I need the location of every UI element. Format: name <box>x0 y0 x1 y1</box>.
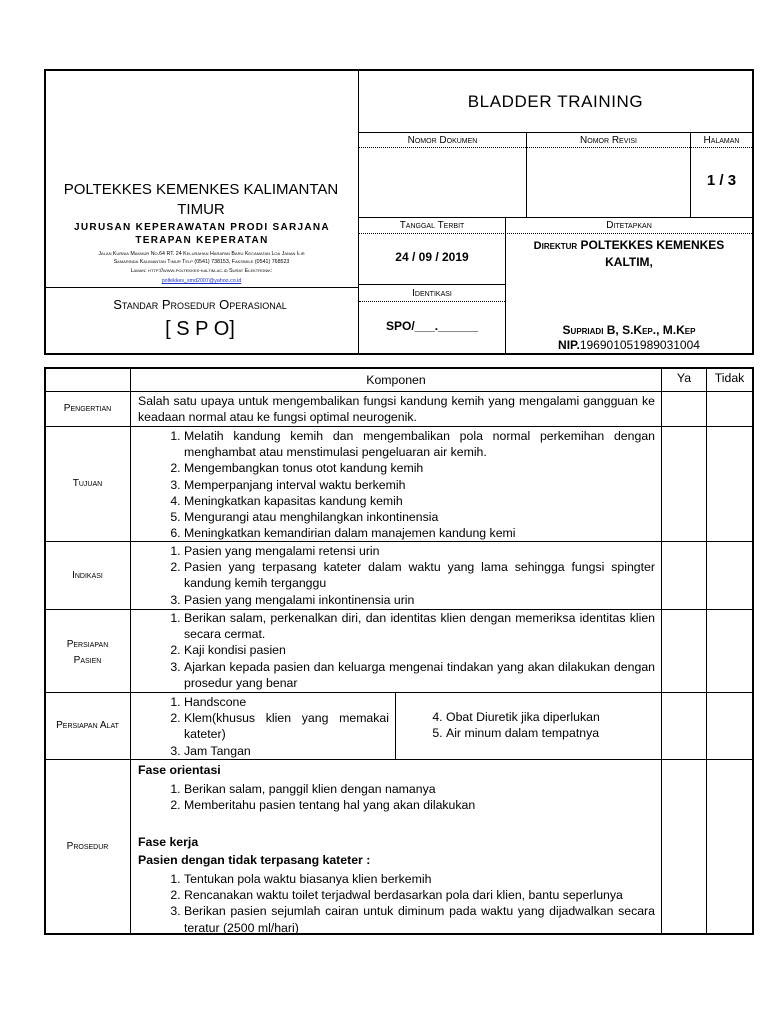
department-name: JURUSAN KEPERAWATAN PRODI SARJANA TERAPAN KEPERATAN <box>74 222 330 246</box>
list-item: 2. Pasien yang terpasang kateter dalam waktu yang lama sehingga fungsi spingter kandung kemih terganggu <box>184 559 655 591</box>
pengertian-text: Salah satu upaya untuk mengembalikan fungsi kandung kemih yang mengalami gangguan ke keadaan normal atau ke fungsi optimal neurogenik. <box>138 394 655 425</box>
alat-left-list-container <box>138 694 389 759</box>
col-komponen-header: Komponen <box>366 373 426 387</box>
row-label-prosedur: Prosedur <box>66 841 109 852</box>
direktur-block <box>506 237 752 270</box>
signatory-name: Supriadi B, S.Kep., M.Kep <box>562 323 696 337</box>
col-ya-header: Ya <box>676 371 692 385</box>
direktur-prefix: Direktur <box>533 240 578 252</box>
list-item: 4. Meningkatkan kapasitas kandung kemih <box>184 493 655 509</box>
persiapan-pasien-label-line-1: Persiapan <box>66 639 109 650</box>
alat-right-list-container <box>400 709 655 741</box>
fase-kerja-list <box>138 871 655 936</box>
persiapan-pasien-list <box>138 610 655 691</box>
indikasi-list <box>138 543 655 608</box>
list-item: 2. Mengembangkan tonus otot kandung kemih <box>184 460 655 476</box>
prosedur-content <box>138 762 655 936</box>
col-tidak-header: Tidak <box>714 371 745 385</box>
identikasi-label: Identikasi <box>412 288 452 299</box>
list-item: 4. Obat Diuretik jika diperlukan <box>446 709 655 725</box>
email-link[interactable]: poltekkes_smd2007@yahoo.co.id <box>161 278 242 284</box>
list-item: 1. Handscone <box>184 694 389 710</box>
tujuan-list-container <box>138 428 655 541</box>
nomor-dokumen-label: Nomor Dokumen <box>407 135 478 146</box>
list-item: 2. Rencanakan waktu toilet terjadwal berdasarkan pola dari klien, bantu seperlunya <box>184 887 655 903</box>
list-item: 3. Memperpanjang interval waktu berkemih <box>184 477 655 493</box>
direktur-line-1: POLTEKKES KEMENKES <box>580 238 725 252</box>
row-label-tujuan: Tujuan <box>72 478 103 489</box>
list-item: 1. Melatih kandung kemih dan mengembalikan pola normal perkemihan dengan menghambat atau menstimulasi pengeluaran air kemih. <box>184 428 655 460</box>
nip-value: 196901051989031004 <box>579 338 700 352</box>
institution-name: POLTEKKES KEMENKES KALIMANTAN TIMUR <box>63 181 339 218</box>
list-item: 1. Berikan salam, perkenalkan diri, dan identitas klien dengan memeriksa identitas klien secara cermat. <box>184 610 655 642</box>
list-item: 1. Tentukan pola waktu biasanya klien berkemih <box>184 871 655 887</box>
list-item: 1. Pasien yang mengalami retensi urin <box>184 543 655 559</box>
ditetapkan-label: Ditetapkan <box>606 220 652 231</box>
alat-right-list <box>400 709 655 741</box>
standar-prosedur-label: Standar Prosedur Operasional <box>113 297 287 312</box>
persiapan-pasien-list-container <box>138 610 655 691</box>
spo-number: SPO/___.______ <box>386 319 479 333</box>
fase-orientasi-title: Fase orientasi <box>138 763 221 777</box>
fase-kerja-subtitle: Pasien dengan tidak terpasang kateter : <box>138 852 371 867</box>
list-item: 2. Klem(khusus klien yang memakai kateter) <box>184 710 389 742</box>
halaman-label: Halaman <box>703 135 740 146</box>
website-line: Laman: http://www.poltekkes-kaltim.ac.id Surat Elektronik: <box>130 268 273 274</box>
list-item: 3. Pasien yang mengalami inkontinensia urin <box>184 592 655 608</box>
fase-orientasi-list <box>138 781 655 813</box>
nip-line <box>506 338 752 352</box>
list-item: 3. Ajarkan kepada pasien dan keluarga mengenai tindakan yang akan dilakukan dengan prosedur yang benar <box>184 659 655 691</box>
list-item: 2. Kaji kondisi pasien <box>184 642 655 658</box>
list-item: 2. Memberitahu pasien tentang hal yang akan dilakukan <box>184 797 655 813</box>
fase-kerja-title: Fase kerja <box>138 834 199 849</box>
list-item: 5. Mengurangi atau menghilangkan inkontinensia <box>184 509 655 525</box>
nomor-revisi-label: Nomor Revisi <box>580 135 637 146</box>
address-line-2: Samarinda Kalimantan Timur Telp (0541) 738153, Faksimile (0541) 768523 <box>113 259 290 265</box>
alat-left-list <box>138 694 389 759</box>
indikasi-list-container <box>138 543 655 608</box>
persiapan-pasien-label-line-2: Pasien <box>73 655 102 666</box>
list-item: 6. Meningkatkan kemandirian dalam manajemen kandung kemi <box>184 525 655 541</box>
row-label-pengertian: Pengertian <box>63 403 112 414</box>
halaman-value: 1 / 3 <box>706 172 737 189</box>
row-label-indikasi: Indikasi <box>72 570 103 581</box>
nip-prefix: NIP. <box>558 338 580 352</box>
row-label-persiapan-alat: Persiapan Alat <box>56 720 119 731</box>
document-title: BLADDER TRAINING <box>467 92 644 111</box>
list-item: 1. Berikan salam, panggil klien dengan namanya <box>184 781 655 797</box>
row-label-persiapan-pasien <box>45 637 130 669</box>
list-item: 3. Berikan pasien sejumlah cairan untuk diminum pada waktu yang dijadwalkan secara teratur (2500 ml/hari) <box>184 903 655 935</box>
tanggal-terbit-value: 24 / 09 / 2019 <box>395 250 469 264</box>
direktur-line-2: KALTIM, <box>605 255 653 269</box>
spo-label: [ S P O] <box>165 318 235 340</box>
list-item: 5. Air minum dalam tempatnya <box>446 725 655 741</box>
tanggal-terbit-label: Tanggal Terbit <box>399 220 465 231</box>
tujuan-list <box>138 428 655 541</box>
list-item: 3. Jam Tangan <box>184 743 389 759</box>
address-line-1: Jalan Kurnia Makmur No.64 RT. 24 Kelurahan Harapan Baru Kecamatan Loa Janan Ilir <box>98 251 305 257</box>
